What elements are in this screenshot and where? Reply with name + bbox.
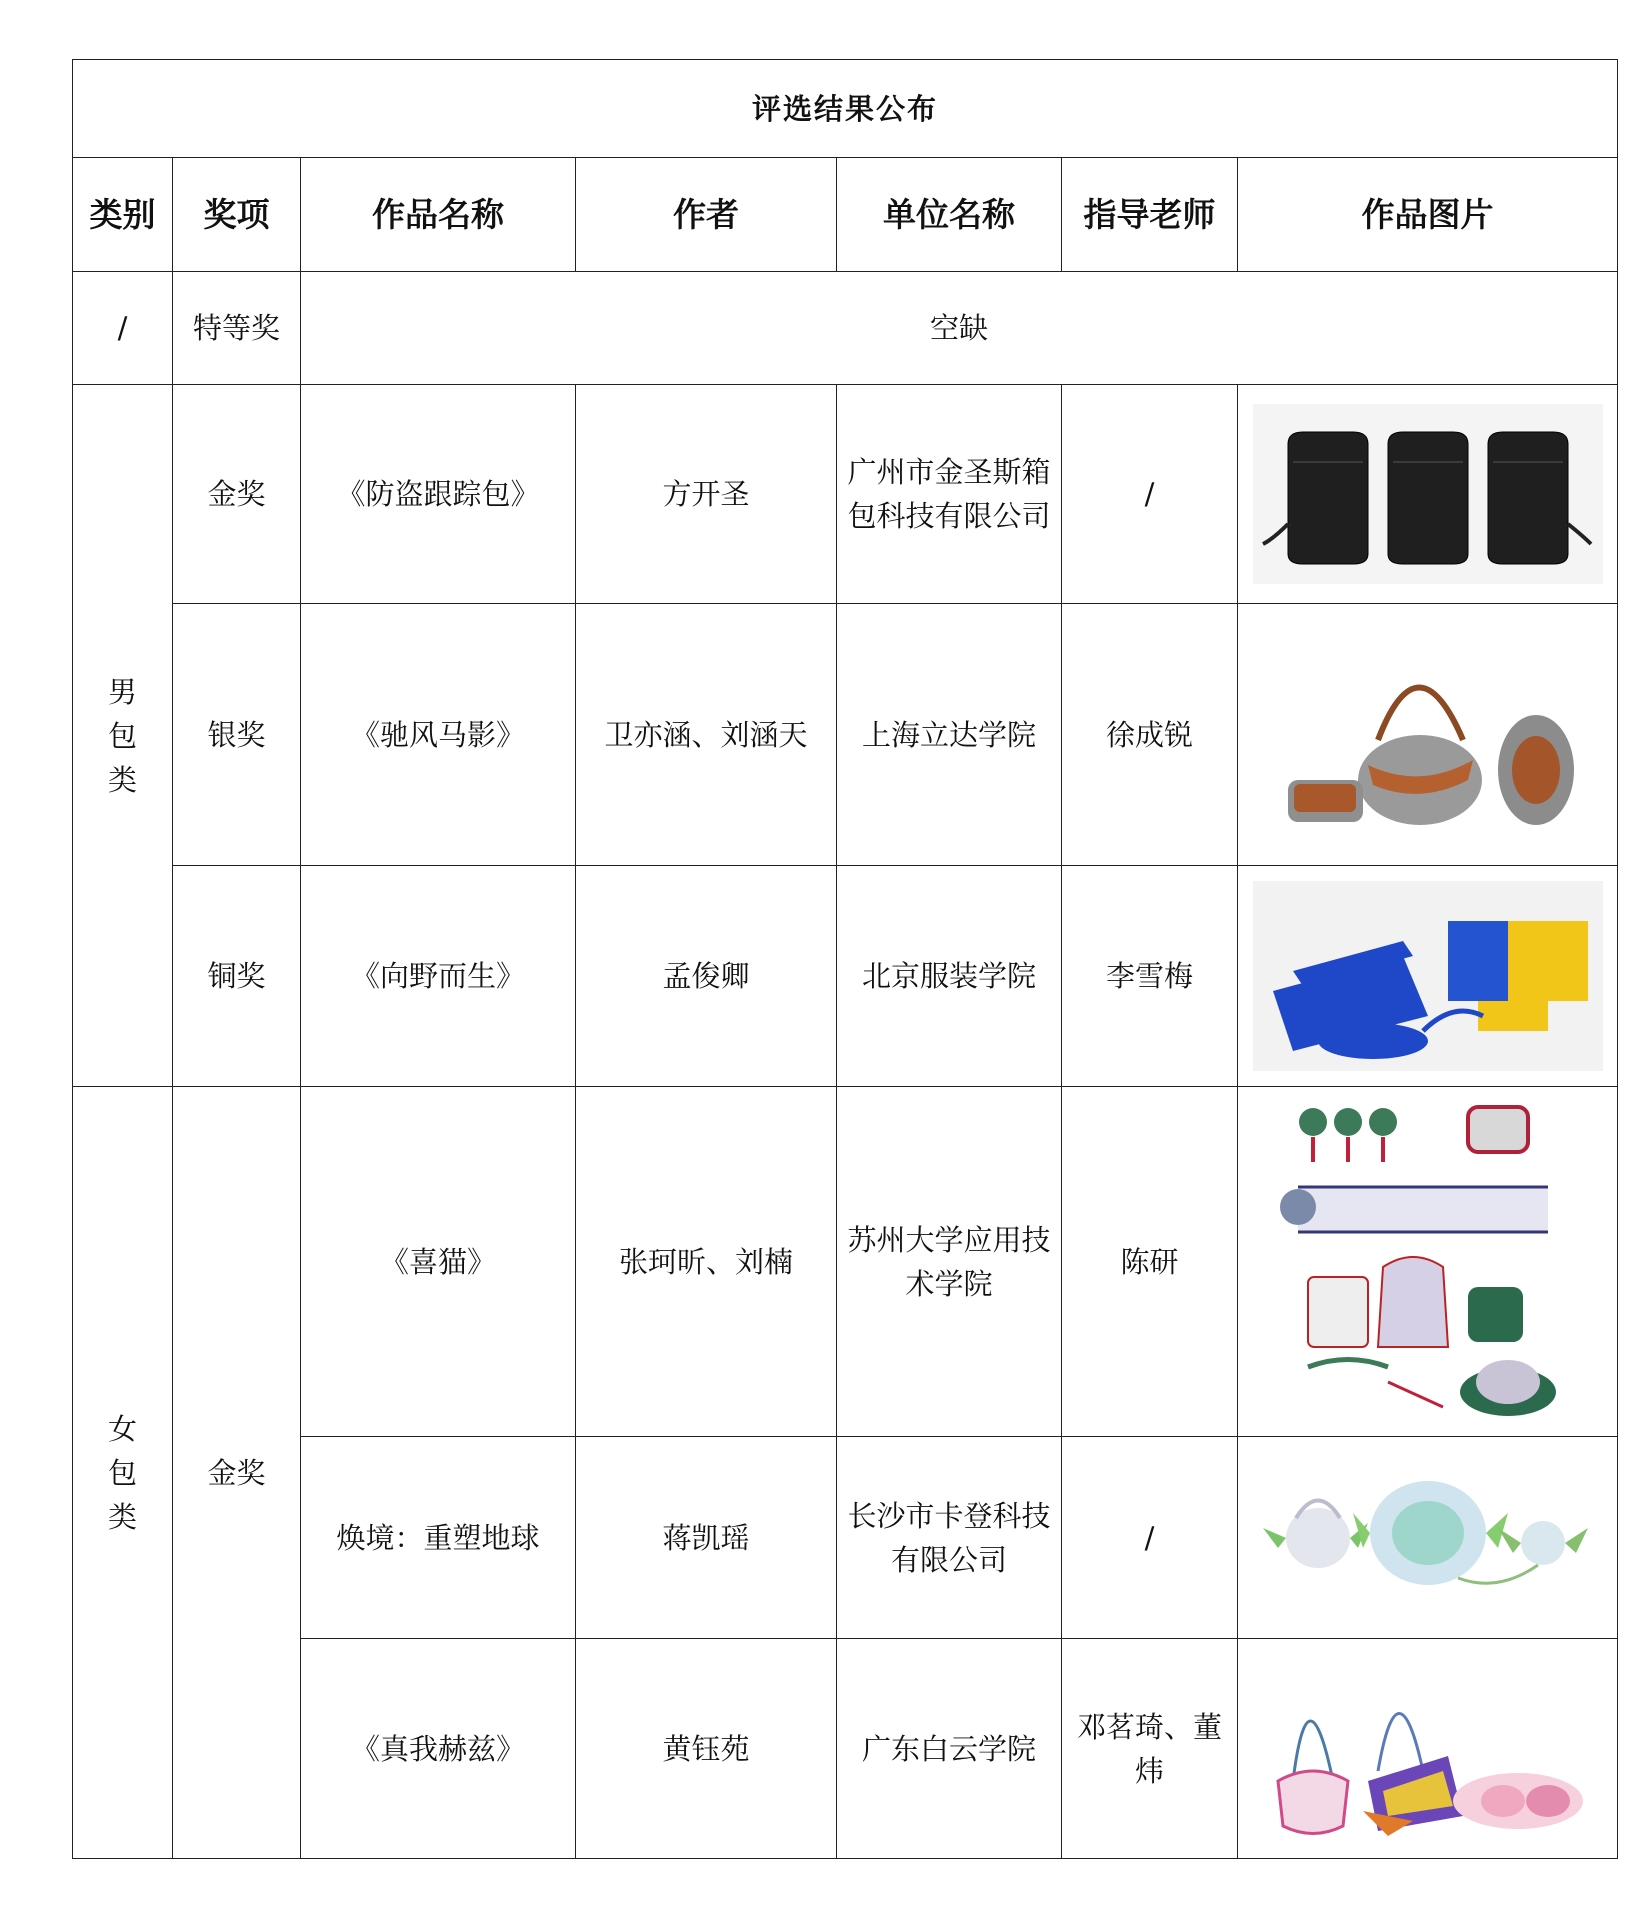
product-image-green-winged-bags — [1238, 1437, 1618, 1639]
work-name-cell: 《向野而生》 — [301, 866, 576, 1087]
unit-cell: 广州市金圣斯箱包科技有限公司 — [837, 385, 1062, 604]
award-cell: 金奖 — [173, 385, 301, 604]
header-work-name: 作品名称 — [301, 158, 576, 272]
special-category: / — [73, 272, 173, 385]
header-award: 奖项 — [173, 158, 301, 272]
product-image-blue-yellow-bags — [1238, 866, 1618, 1087]
black-backpacks-illustration — [1253, 404, 1603, 584]
table-row — [73, 1087, 1618, 1437]
teacher-cell: / — [1062, 1437, 1238, 1639]
product-image-cat-bags — [1238, 1087, 1618, 1437]
teacher-cell: 邓茗琦、董炜 — [1062, 1639, 1238, 1859]
table-row — [73, 1639, 1618, 1859]
table-row — [73, 385, 1618, 604]
author-cell: 孟俊卿 — [576, 866, 837, 1087]
results-table — [72, 59, 1618, 1859]
category-female-label: 女包类 — [107, 1411, 137, 1534]
work-name-cell: 《驰风马影》 — [301, 604, 576, 866]
page-title: 评选结果公布 — [73, 60, 1618, 158]
category-male — [73, 385, 173, 1087]
product-image-colorful-bags — [1238, 1639, 1618, 1859]
colorful-bags-illustration — [1263, 1651, 1593, 1846]
title-row — [73, 60, 1618, 158]
unit-cell: 长沙市卡登科技有限公司 — [837, 1437, 1062, 1639]
author-cell: 卫亦涵、刘涵天 — [576, 604, 837, 866]
author-cell: 张珂昕、刘楠 — [576, 1087, 837, 1437]
teacher-cell: / — [1062, 385, 1238, 604]
header-row — [73, 158, 1618, 272]
award-cell: 银奖 — [173, 604, 301, 866]
table-row — [73, 866, 1618, 1087]
header-teacher: 指导老师 — [1062, 158, 1238, 272]
work-name-cell: 焕境：重塑地球 — [301, 1437, 576, 1639]
teacher-cell: 徐成锐 — [1062, 604, 1238, 866]
female-award-cell: 金奖 — [173, 1087, 301, 1859]
header-image: 作品图片 — [1238, 158, 1618, 272]
unit-cell: 广东白云学院 — [837, 1639, 1062, 1859]
work-name-cell: 《真我赫兹》 — [301, 1639, 576, 1859]
work-name-cell: 《防盗跟踪包》 — [301, 385, 576, 604]
cat-bags-illustration — [1268, 1097, 1588, 1427]
product-image-backpacks — [1238, 385, 1618, 604]
header-author: 作者 — [576, 158, 837, 272]
header-unit: 单位名称 — [837, 158, 1062, 272]
table-row — [73, 1437, 1618, 1639]
author-cell: 方开圣 — [576, 385, 837, 604]
blue-yellow-bags-illustration — [1253, 881, 1603, 1071]
special-row — [73, 272, 1618, 385]
green-winged-bags-illustration — [1258, 1453, 1598, 1623]
author-cell: 黄钰苑 — [576, 1639, 837, 1859]
fleece-bags-illustration — [1268, 630, 1588, 840]
teacher-cell: 李雪梅 — [1062, 866, 1238, 1087]
special-award: 特等奖 — [173, 272, 301, 385]
special-note: 空缺 — [301, 272, 1618, 385]
product-image-fleece-bags — [1238, 604, 1618, 866]
work-name-cell: 《喜猫》 — [301, 1087, 576, 1437]
unit-cell: 上海立达学院 — [837, 604, 1062, 866]
author-cell: 蒋凯瑶 — [576, 1437, 837, 1639]
unit-cell: 苏州大学应用技术学院 — [837, 1087, 1062, 1437]
teacher-cell: 陈研 — [1062, 1087, 1238, 1437]
unit-cell: 北京服装学院 — [837, 866, 1062, 1087]
category-female — [73, 1087, 173, 1859]
category-male-label: 男包类 — [107, 674, 137, 797]
header-category: 类别 — [73, 158, 173, 272]
award-cell: 铜奖 — [173, 866, 301, 1087]
table-row — [73, 604, 1618, 866]
